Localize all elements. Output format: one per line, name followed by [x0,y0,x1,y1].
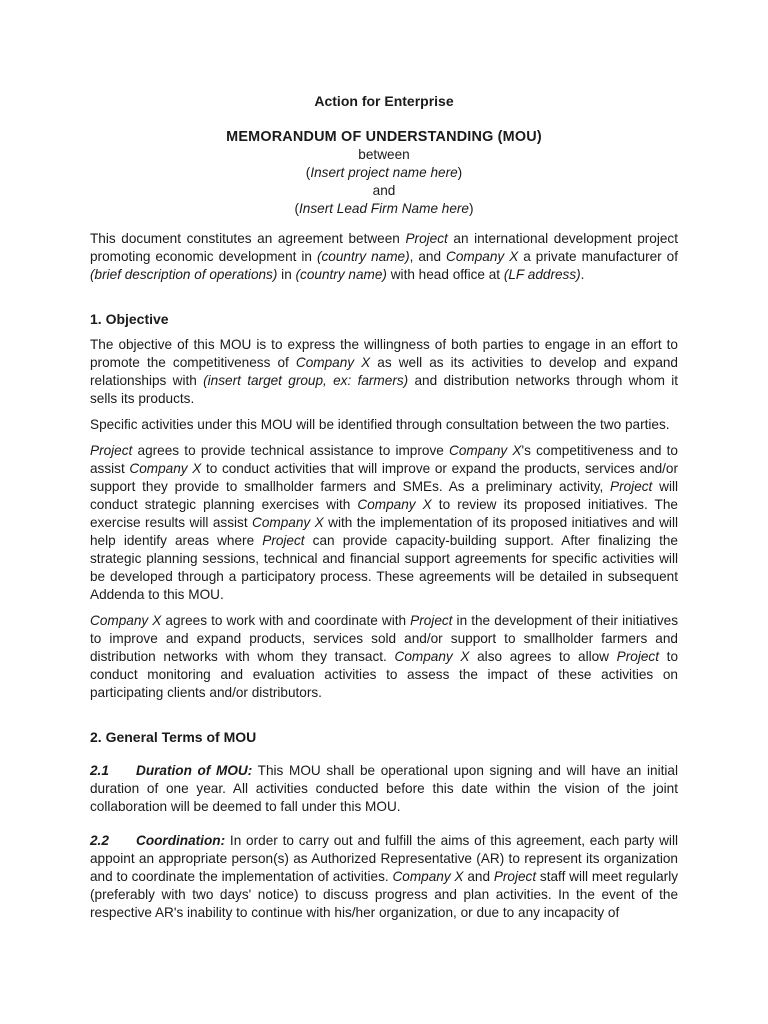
lead-firm-placeholder: (Insert Lead Firm Name here) [294,201,474,216]
project-name-text: Insert project name here [310,165,458,180]
clause-number: 2.1 [90,763,109,778]
document-page [90,92,678,930]
objective-paragraph-3: Project agrees to provide technical assistance to improve Company X's competitiveness and to assist Company X to conduct activities that will improve or expand the products, services and/or support they provide to smallholder farmers and SMEs. As a preliminary activity, Project will conduct strategic planning exercises with Company X to review its proposed initiatives. The exercise results will assist Company X with the implementation of its proposed initiatives and will help identify areas where Project can provide capacity-building support. After finalizing the strategic planning sessions, technical and financial support agreements for specific activities will be developed through a participatory process. These agreements will be detailed in subsequent Addenda to this MOU. [90,443,678,602]
project-name-placeholder: (Insert project name here) [305,165,463,180]
clause-2-1: 2.1 Duration of MOU: This MOU shall be operational upon signing and will have an initial duration of one year. All activities conducted before this date within the vision of the joint collaboration will be deemed to fall under this MOU. [90,763,678,814]
organization-name: Action for Enterprise [314,93,454,109]
document-title: MEMORANDUM OF UNDERSTANDING (MOU) [226,129,542,145]
objective-paragraph-2: Specific activities under this MOU will be identified through consultation between the two parties. [90,417,670,432]
section-heading-objective: 1. Objective [90,311,169,327]
lead-firm-text: Insert Lead Firm Name here [299,201,469,216]
and-label: and [372,183,396,198]
clause-title: Coordination: [136,833,226,848]
section-heading-general-terms: 2. General Terms of MOU [90,729,257,745]
between-label: between [358,147,410,162]
objective-paragraph-4: Company X agrees to work with and coordinate with Project in the development of their initiatives to improve and expand products, services sold and/or support to smallholder farmers and distribution networks with whom they transact. Company X also agrees to allow Project to conduct monitoring and evaluation activities to assess the impact of these activities on participating clients and/or distributors. [90,613,679,700]
clause-number: 2.2 [90,833,109,848]
clause-2-2: 2.2 Coordination: In order to carry out and fulfill the aims of this agreement, each party will appoint an appropriate person(s) as Authorized Representative (AR) to represent its organization and to coordinate the implementation of activities. Company X and Project staff will meet regularly (preferably with two days' notice) to discuss progress and plan activities. In the event of the respective AR's inability to continue with his/her organization, or due to any incapacity of [90,833,679,920]
objective-paragraph-1: The objective of this MOU is to express the willingness of both parties to engage in an effort to promote the competitiveness of Company X as well as its activities to develop and expand relationships with (insert target group, ex: farmers) and distribution networks through whom it sells its products. [90,337,679,406]
intro-paragraph: This document constitutes an agreement between Project an international development project promoting economic development in (country name), and Company X a private manufacturer of (brief description of operations) in (country name) with head office at (LF address). [90,231,678,282]
clause-title: Duration of MOU: [136,763,253,778]
